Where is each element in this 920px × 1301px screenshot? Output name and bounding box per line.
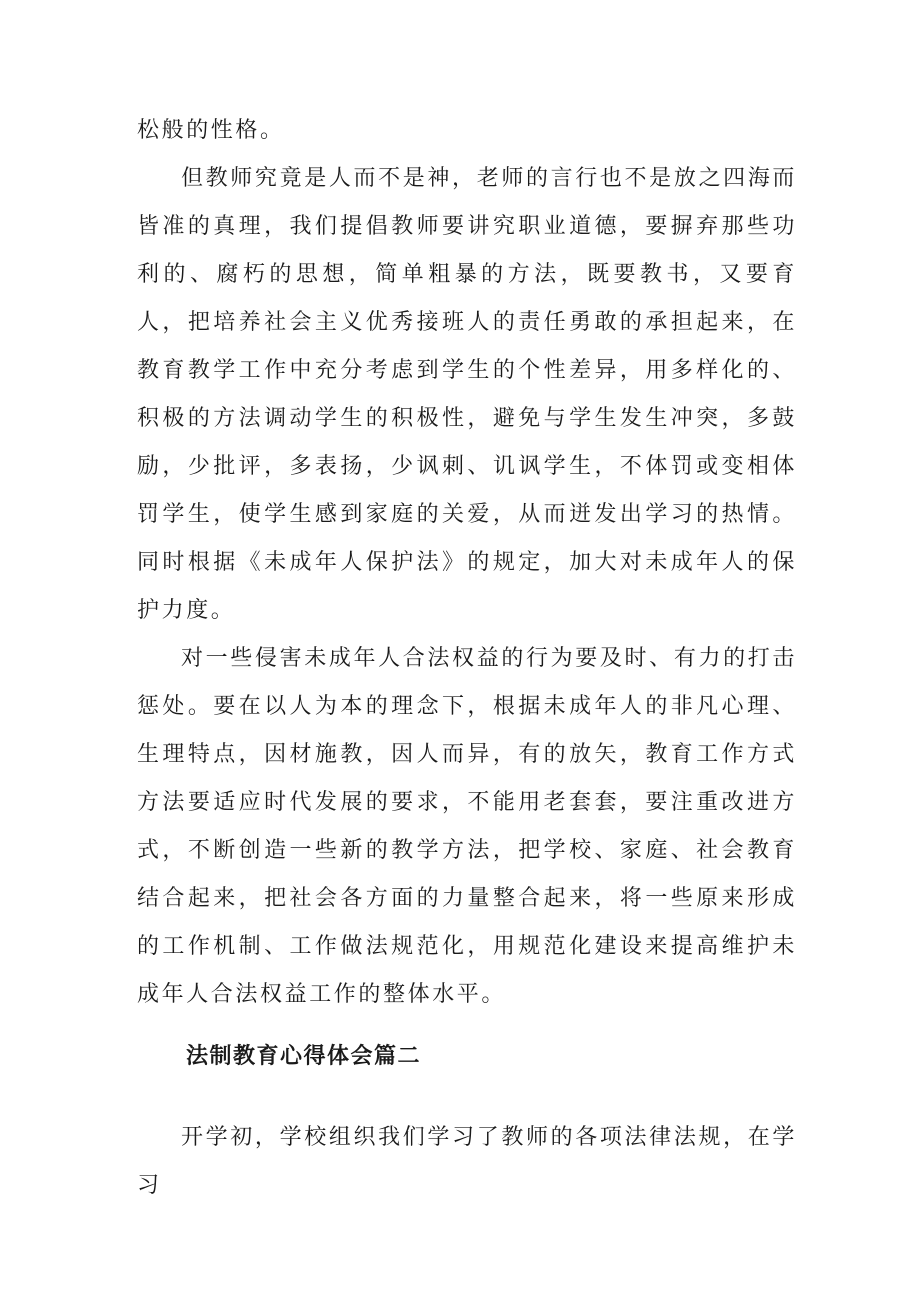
paragraph-continuation: 松般的性格。 (137, 118, 285, 143)
body-text-section (137, 107, 797, 1019)
section-heading: 法制教育心得体会篇二 (186, 1043, 422, 1069)
body-text-section-2 (137, 1114, 797, 1210)
paragraph-teacher-ethics: 但教师究竟是人而不是神，老师的言行也不是放之四海而皆准的真理，我们提倡教师要讲究职业道德，要摒弃那些功利的、腐朽的思想，简单粗暴的方法，既要教书，又要育人，把培养社会主义优秀接班人的责任勇敢的承担起来，在教育教学工作中充分考虑到学生的个性差异，用多样化的、积极的方法调动学生的积极性，避免与学生发生冲突，多鼓励，少批评，多表扬，少讽刺、讥讽学生，不体罚或变相体罚学生，使学生感到家庭的关爱，从而迸发出学习的热情。同时根据《未成年人保护法》的规定，加大对未成年人的保护力度。 (137, 166, 797, 623)
paragraph-opening: 开学初，学校组织我们学习了教师的各项法律法规，在学习 (137, 1125, 797, 1198)
paragraph-minor-protection: 对一些侵害未成年人合法权益的行为要及时、有力的打击惩处。要在以人为本的理念下，根据未成年人的非凡心理、生理特点，因材施教，因人而异，有的放矢，教育工作方式方法要适应时代发展的要求，不能用老套套，要注重改进方式，不断创造一些新的教学方法，把学校、家庭、社会教育结合起来，把社会各方面的力量整合起来，将一些原来形成的工作机制、工作做法规范化，用规范化建设来提高维护未成年人合法权益工作的整体水平。 (137, 646, 797, 1007)
